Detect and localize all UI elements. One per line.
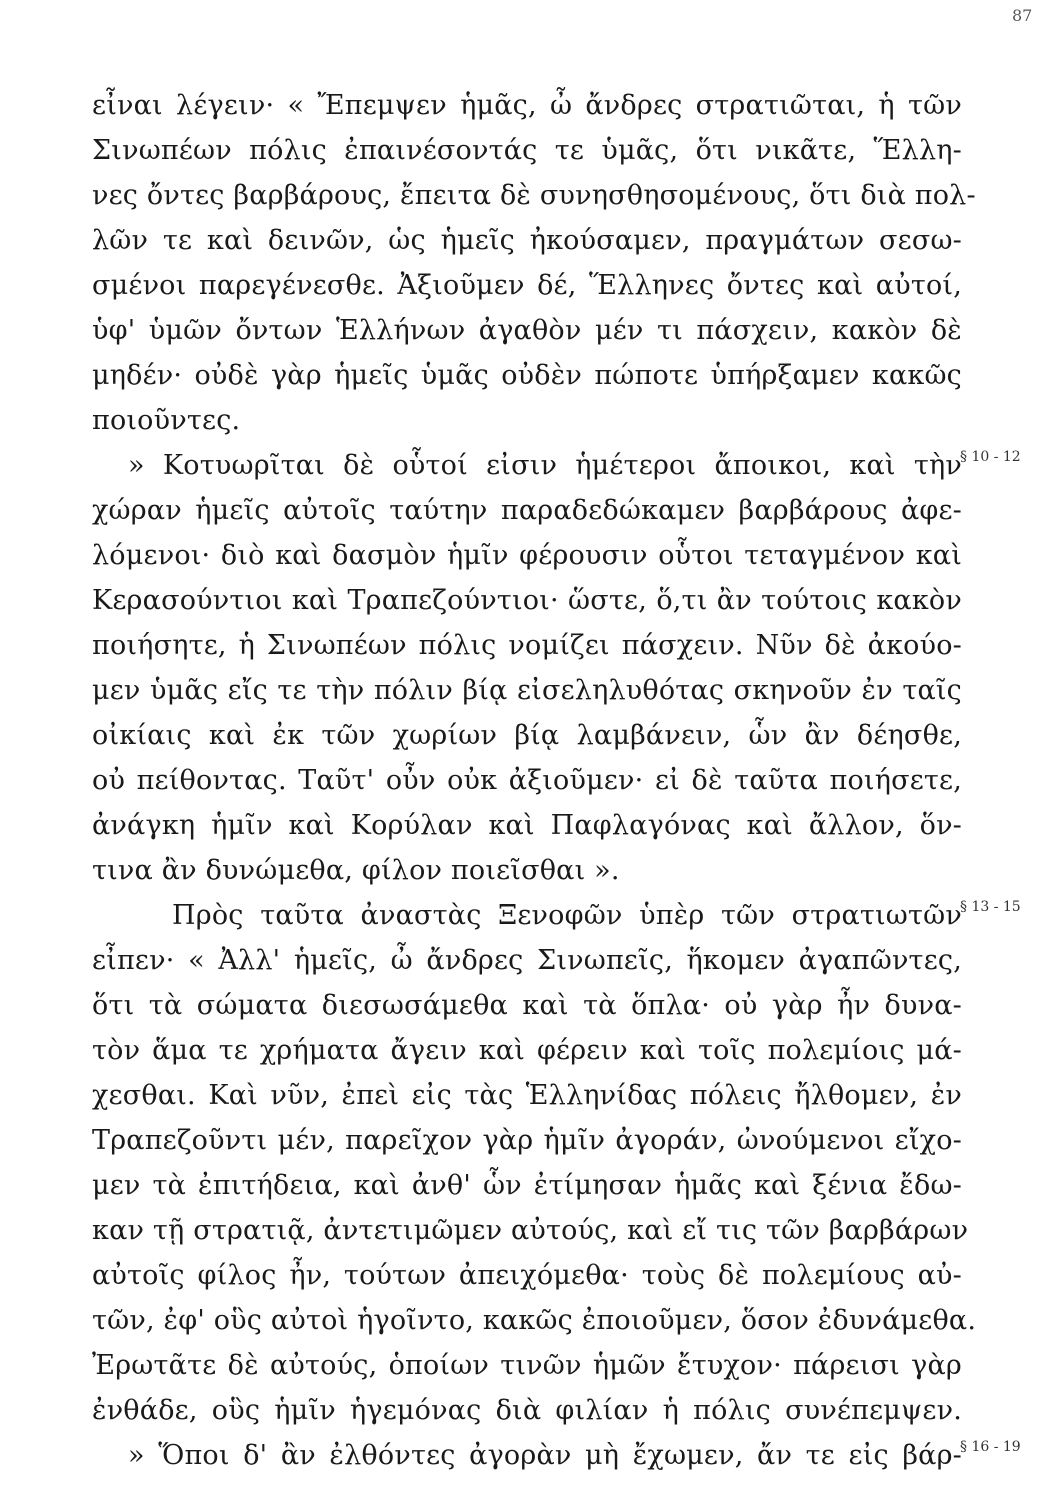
text-line: λῶν τε καὶ δεινῶν, ὡς ἡμεῖς ἠκούσαμεν, πραγμάτων σεσω- <box>92 225 962 256</box>
text-line: εἶπεν· « Ἀλλ' ἡμεῖς, ὦ ἄνδρες Σινωπεῖς, ἥκομεν ἀγαπῶντες, <box>92 945 962 976</box>
text-line: καν τῇ στρατιᾷ, ἀντετιμῶμεν αὐτούς, καὶ εἴ τις τῶν βαρβάρων <box>92 1215 969 1246</box>
text-line: μηδέν· οὐδὲ γὰρ ἡμεῖς ὑμᾶς οὐδὲν πώποτε ὑπήρξαμεν κακῶς <box>92 360 962 391</box>
text-line: ποιοῦντες. <box>92 405 241 436</box>
text-line: αὐτοῖς φίλος ἦν, τούτων ἀπειχόμεθα· τοὺς δὲ πολεμίους αὐ- <box>92 1260 962 1291</box>
text-line: χεσθαι. Καὶ νῦν, ἐπεὶ εἰς τὰς Ἑλληνίδας πόλεις ἤλθομεν, ἐν <box>92 1080 962 1111</box>
text-line: Τραπεζοῦντι μέν, παρεῖχον γὰρ ἡμῖν ἀγοράν, ὠνούμενοι εἴχο- <box>92 1125 962 1156</box>
text-line: τινα ἂν δυνώμεθα, φίλον ποιεῖσθαι ». <box>92 855 620 886</box>
text-line: ἐνθάδε, οὓς ἡμῖν ἡγεμόνας διὰ φιλίαν ἡ πόλις συνέπεμψεν. <box>92 1395 962 1426</box>
text-line: » Κοτυωρῖται δὲ οὗτοί εἰσιν ἡμέτεροι ἄποικοι, καὶ τὴν <box>128 450 962 481</box>
text-line: χώραν ἡμεῖς αὐτοῖς ταύτην παραδεδώκαμεν βαρβάρους ἀφε- <box>92 495 962 526</box>
text-line: ὅτι τὰ σώματα διεσωσάμεθα καὶ τὰ ὅπλα· οὐ γὰρ ἦν δυνα- <box>92 990 962 1021</box>
text-line: εἶναι λέγειν· « Ἔπεμψεν ἡμᾶς, ὦ ἄνδρες στρατιῶται, ἡ τῶν <box>92 90 962 121</box>
text-line: Ἐρωτᾶτε δὲ αὐτούς, ὁποίων τινῶν ἡμῶν ἔτυχον· πάρεισι γὰρ <box>92 1350 962 1381</box>
text-line: μεν τὰ ἐπιτήδεια, καὶ ἀνθ' ὧν ἐτίμησαν ἡμᾶς καὶ ξένια ἔδω- <box>92 1170 962 1201</box>
text-line: ὑφ' ὑμῶν ὄντων Ἑλλήνων ἀγαθὸν μέν τι πάσχειν, κακὸν δὲ <box>92 315 962 346</box>
text-line: Πρὸς ταῦτα ἀναστὰς Ξενοφῶν ὑπὲρ τῶν στρατιωτῶν <box>172 900 962 931</box>
text-line: τὸν ἅμα τε χρήματα ἄγειν καὶ φέρειν καὶ τοῖς πολεμίοις μά- <box>92 1035 962 1066</box>
section-marker: § 10 - 12 <box>960 449 1021 465</box>
text-line: ποιήσητε, ἡ Σινωπέων πόλις νομίζει πάσχειν. Νῦν δὲ ἀκούο- <box>92 630 962 661</box>
text-line: ἀνάγκη ἡμῖν καὶ Κορύλαν καὶ Παφλαγόνας καὶ ἄλλον, ὅν- <box>92 810 962 841</box>
text-line: μεν ὑμᾶς εἴς τε τὴν πόλιν βίᾳ εἰσεληλυθότας σκηνοῦν ἐν ταῖς <box>92 675 962 706</box>
text-line: νες ὄντες βαρβάρους, ἔπειτα δὲ συνησθησομένους, ὅτι διὰ πολ- <box>92 180 976 211</box>
text-line: οἰκίαις καὶ ἐκ τῶν χωρίων βίᾳ λαμβάνειν, ὧν ἂν δέησθε, <box>92 720 962 751</box>
text-line: » Ὅποι δ' ἂν ἐλθόντες ἀγορὰν μὴ ἔχωμεν, ἄν τε εἰς βάρ- <box>128 1440 962 1471</box>
text-line: λόμενοι· διὸ καὶ δασμὸν ἡμῖν φέρουσιν οὗτοι τεταγμένον καὶ <box>92 540 962 571</box>
text-line: τῶν, ἐφ' οὓς αὐτοὶ ἡγοῖντο, κακῶς ἐποιοῦμεν, ὅσον ἐδυνάμεθα. <box>92 1305 977 1336</box>
page-number: 87 <box>1012 6 1033 25</box>
text-line: σμένοι παρεγένεσθε. Ἀξιοῦμεν δέ, Ἕλληνες ὄντες καὶ αὐτοί, <box>92 270 962 301</box>
section-marker: § 16 - 19 <box>960 1439 1021 1455</box>
text-line: Κερασούντιοι καὶ Τραπεζούντιοι· ὥστε, ὅ,τι ἂν τούτοις κακὸν <box>92 585 962 616</box>
text-line: Σινωπέων πόλις ἐπαινέσοντάς τε ὑμᾶς, ὅτι νικᾶτε, Ἕλλη- <box>92 135 962 166</box>
section-marker: § 13 - 15 <box>960 899 1021 915</box>
text-line: οὐ πείθοντας. Ταῦτ' οὖν οὐκ ἀξιοῦμεν· εἰ δὲ ταῦτα ποιήσετε, <box>92 765 962 796</box>
